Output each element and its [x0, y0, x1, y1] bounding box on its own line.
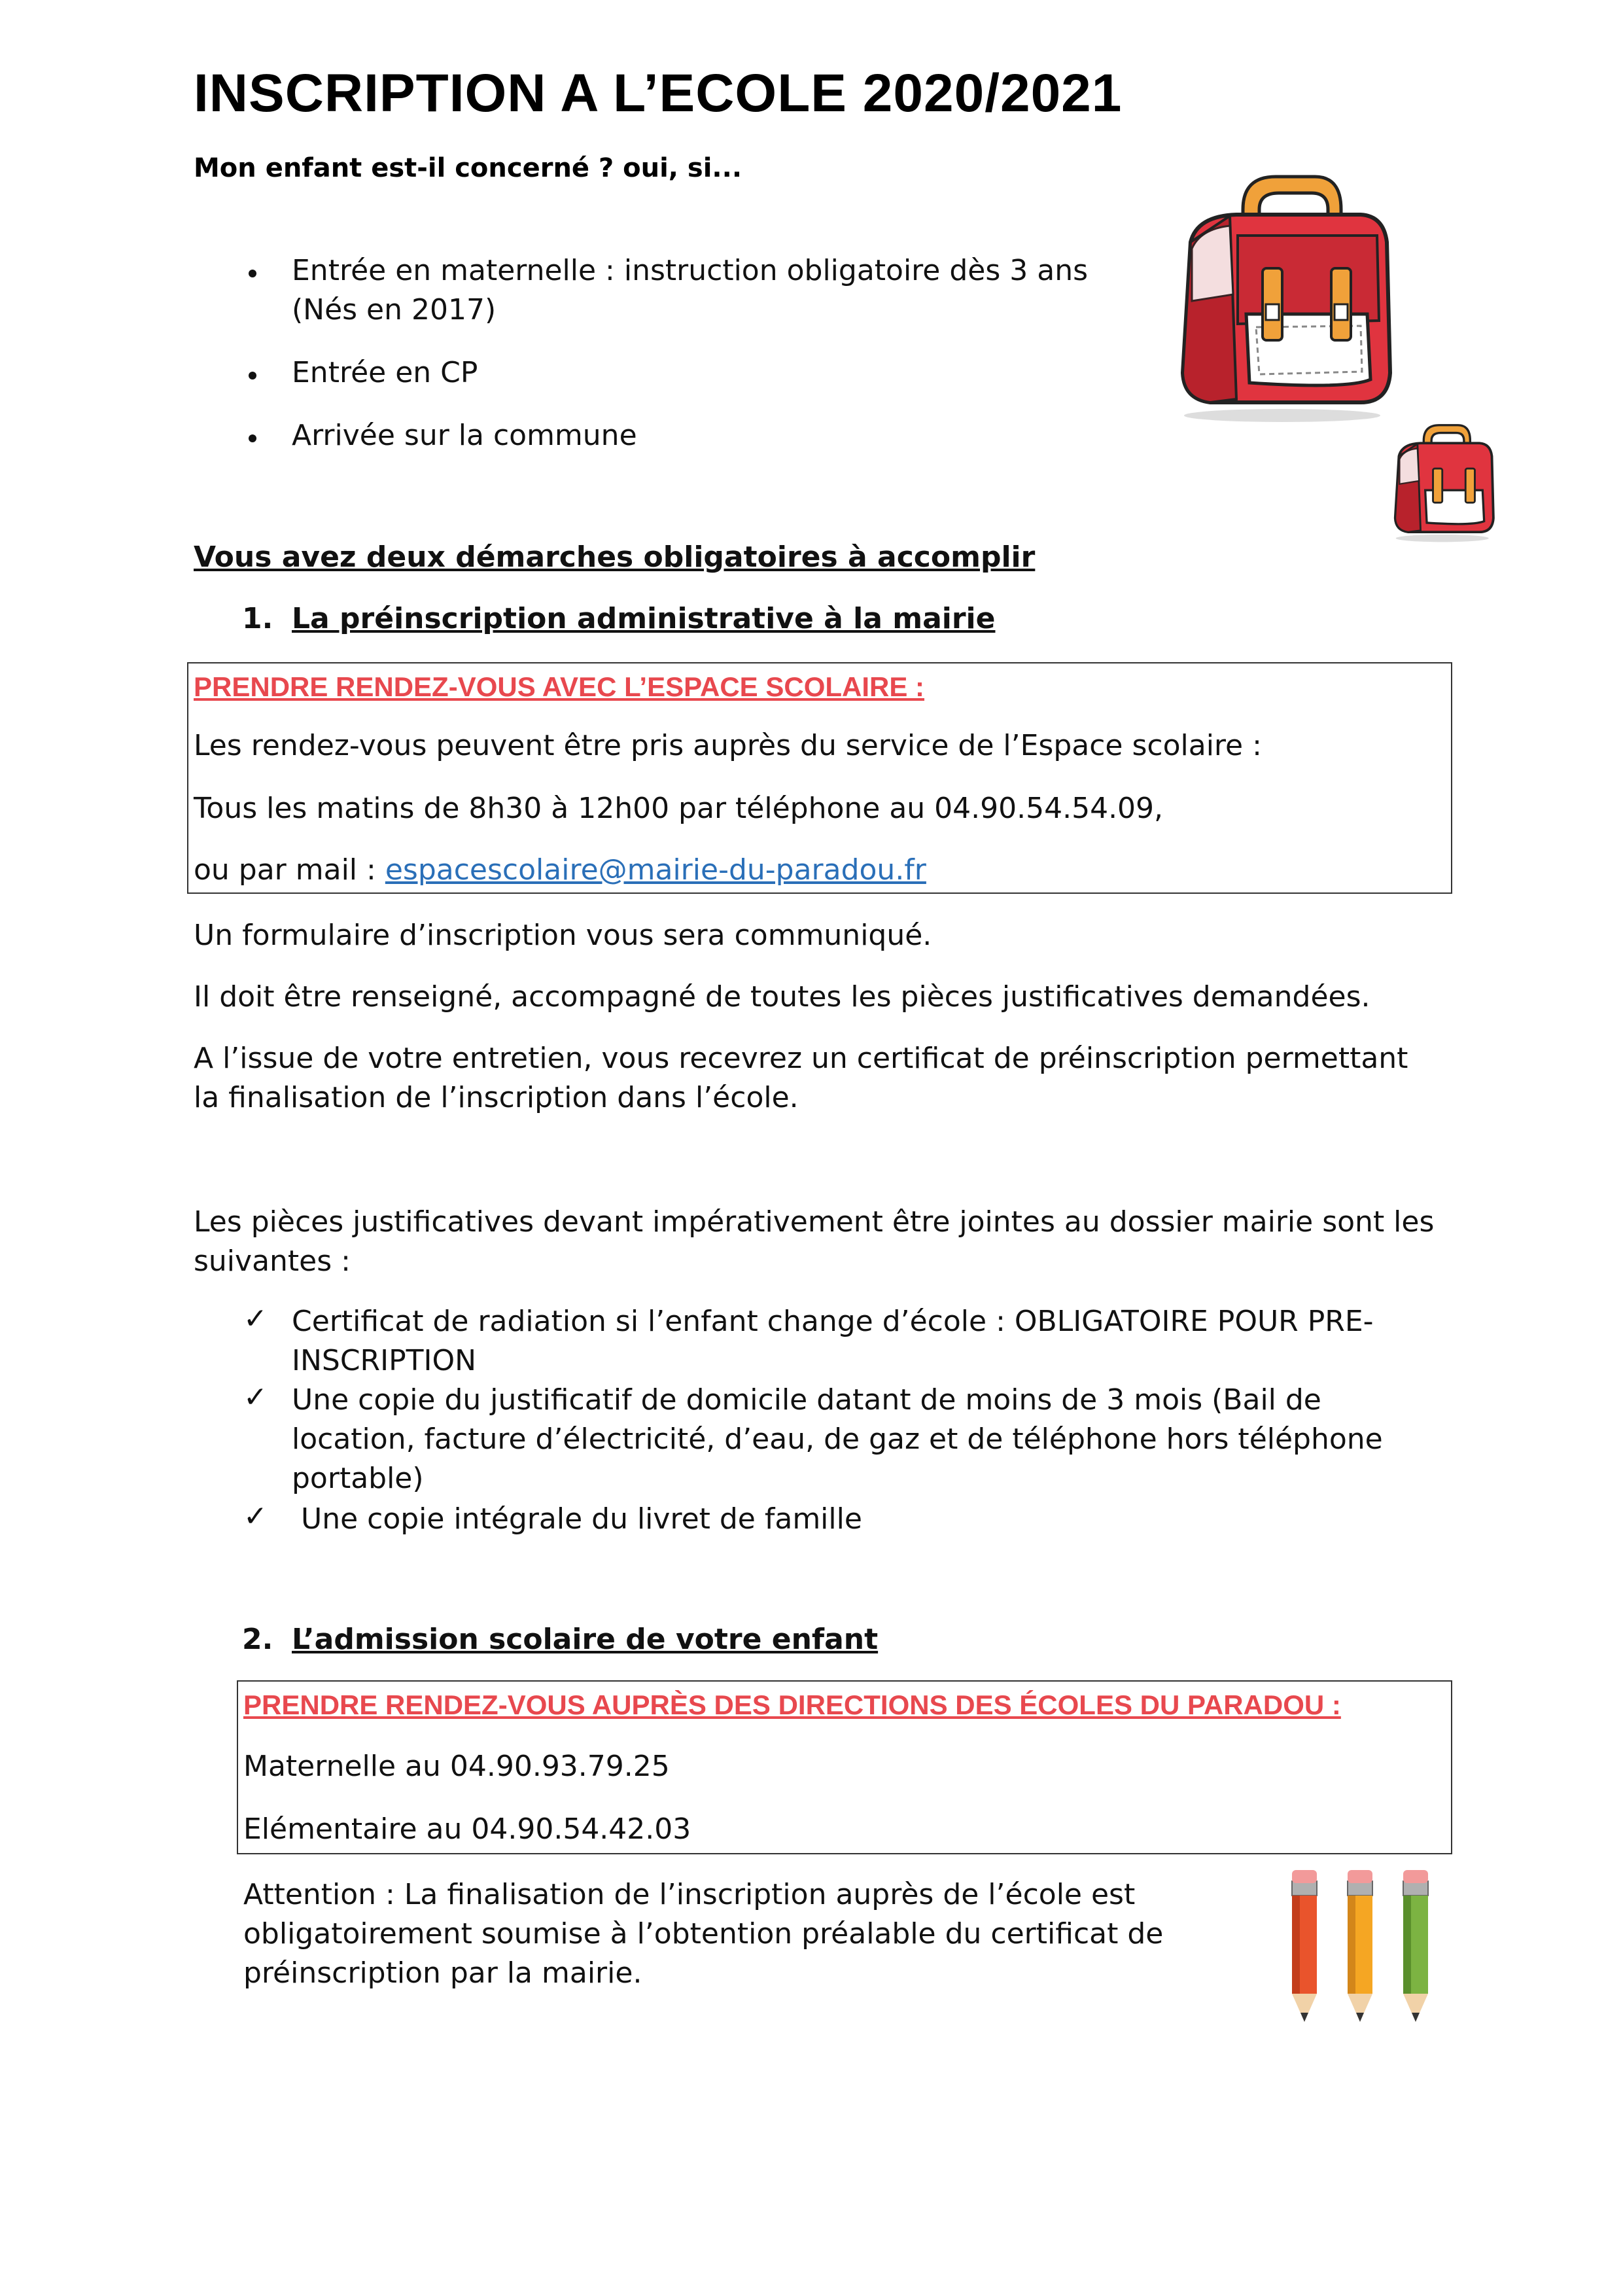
list-item-cont: portable) [292, 1462, 424, 1495]
checkmark-icon: ✓ [243, 1381, 268, 1414]
paragraph-cont: suivantes : [194, 1245, 351, 1278]
step-title: L’admission scolaire de votre enfant [292, 1623, 879, 1656]
step-title: La préinscription administrative à la mairie [292, 602, 996, 635]
list-item-cont: INSCRIPTION [292, 1344, 477, 1377]
page-subtitle: Mon enfant est-il concerné ? oui, si... [194, 153, 742, 183]
list-item: Entrée en CP [292, 356, 478, 389]
paragraph: Il doit être renseigné, accompagné de toutes les pièces justificatives demandées. [194, 980, 1370, 1014]
backpack-small-icon [1380, 419, 1498, 543]
list-item: Certificat de radiation si l’enfant change d’école : OBLIGATOIRE POUR PRE- [292, 1305, 1374, 1338]
paragraph: A l’issue de votre entretien, vous recevrez un certificat de préinscription permettant [194, 1042, 1408, 1075]
list-item-cont: (Nés en 2017) [292, 293, 497, 327]
backpack-large-icon [1151, 164, 1400, 425]
list-item: Une copie intégrale du livret de famille [292, 1502, 862, 1536]
bullet-icon [249, 434, 256, 442]
box-text: Les rendez-vous peuvent être pris auprès du service de l’Espace scolaire : [194, 729, 1262, 762]
note-text: obligatoirement soumise à l’obtention préalable du certificat de [243, 1917, 1164, 1951]
steps-heading: Vous avez deux démarches obligatoires à accomplir [194, 540, 1036, 574]
email-label: ou par mail : [194, 853, 385, 887]
paragraph: Un formulaire d’inscription vous sera communiqué. [194, 919, 932, 952]
step-number: 2. [242, 1623, 273, 1656]
note-text: Attention : La finalisation de l’inscription auprès de l’école est [243, 1878, 1136, 1911]
pencils-icon [1256, 1858, 1465, 2028]
checkmark-icon: ✓ [243, 1302, 268, 1335]
box-text: Tous les matins de 8h30 à 12h00 par téléphone au 04.90.54.54.09, [194, 792, 1164, 825]
list-item-cont: location, facture d’électricité, d’eau, de gaz et de téléphone hors téléphone [292, 1422, 1383, 1456]
list-item: Arrivée sur la commune [292, 419, 637, 452]
paragraph: Les pièces justificatives devant impérativement être jointes au dossier mairie sont les [194, 1205, 1435, 1239]
list-item: Entrée en maternelle : instruction obligatoire dès 3 ans [292, 254, 1089, 287]
bullet-icon [249, 372, 256, 380]
step-number: 1. [242, 602, 273, 635]
list-item: Une copie du justificatif de domicile datant de moins de 3 mois (Bail de [292, 1383, 1321, 1417]
box-text: Maternelle au 04.90.93.79.25 [243, 1750, 670, 1783]
box-text [194, 851, 926, 890]
page-title: INSCRIPTION A L’ECOLE 2020/2021 [194, 63, 1123, 123]
box-text: Elémentaire au 04.90.54.42.03 [243, 1812, 691, 1846]
paragraph-cont: la finalisation de l’inscription dans l’école. [194, 1081, 799, 1114]
checkmark-icon: ✓ [243, 1500, 268, 1533]
email-link[interactable]: espacescolaire@mairie-du-paradou.fr [385, 853, 926, 887]
bullet-icon [249, 270, 256, 277]
box-heading: PRENDRE RENDEZ-VOUS AVEC L’ESPACE SCOLAIRE : [194, 671, 925, 702]
box-heading: PRENDRE RENDEZ-VOUS AUPRÈS DES DIRECTIONS DES ÉCOLES DU PARADOU : [243, 1689, 1341, 1720]
note-text: préinscription par la mairie. [243, 1956, 642, 1990]
